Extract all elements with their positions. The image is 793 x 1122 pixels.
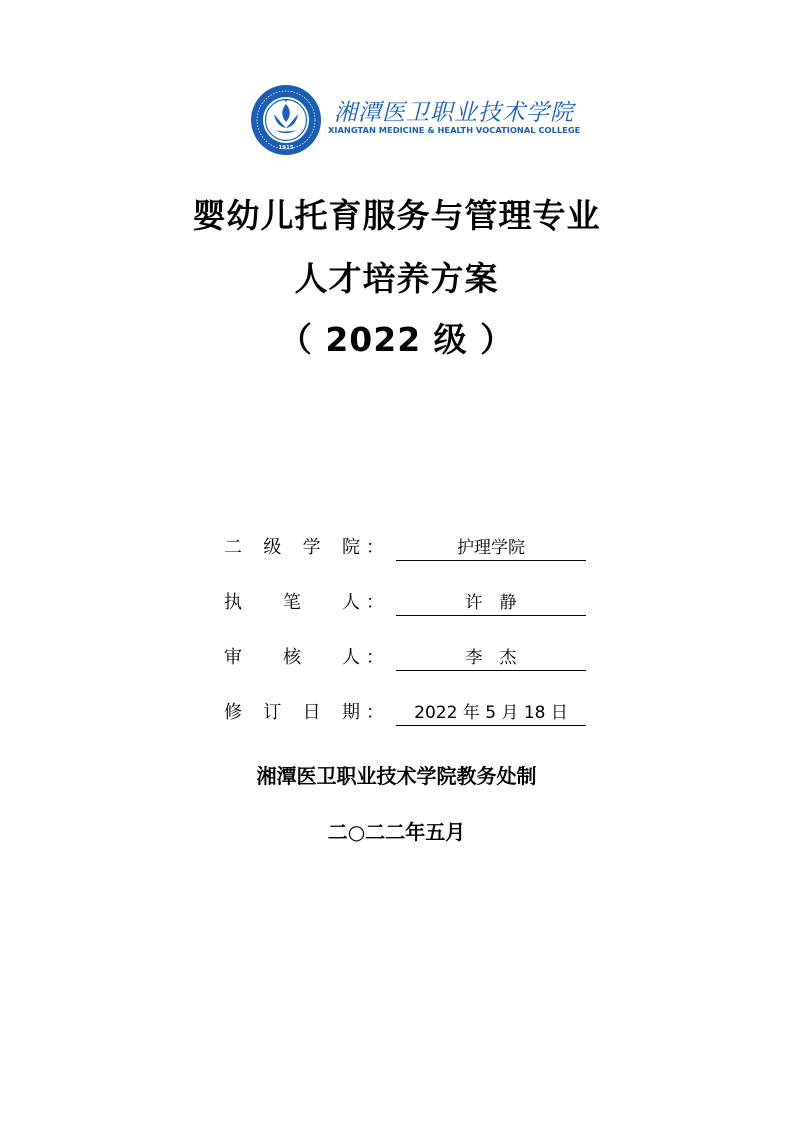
- info-row-revision-date: [224, 699, 594, 729]
- info-colon: ：: [366, 647, 384, 668]
- issuer-line: 湘潭医卫职业技术学院教务处制: [256, 764, 537, 788]
- info-label: 二 级 学 院: [224, 537, 360, 558]
- author-value: 许 静: [396, 589, 586, 616]
- info-colon: ：: [366, 592, 384, 613]
- document-title-line-2: 人才培养方案: [294, 259, 499, 298]
- info-label: 执 笔 人: [224, 592, 360, 613]
- college-emblem-icon: [250, 84, 322, 156]
- document-title-grade: （ 2022 级 ）: [278, 320, 515, 359]
- info-label: 审 核 人: [224, 647, 360, 668]
- info-row-author: [224, 589, 594, 619]
- college-value: 护理学院: [396, 534, 586, 561]
- college-name-cn: 湘潭医卫职业技术学院: [334, 100, 574, 126]
- college-name-en: XIANGTAN MEDICINE & HEALTH VOCATIONAL COLLEGE: [328, 125, 581, 135]
- revision-date-value: 2022 年 5 月 18 日: [396, 699, 586, 726]
- reviewer-value: 李 杰: [396, 644, 586, 671]
- info-colon: ：: [366, 702, 384, 723]
- info-colon: ：: [366, 537, 384, 558]
- issue-date-line: 二○二二年五月: [327, 820, 466, 844]
- info-label: 修 订 日 期: [224, 702, 360, 723]
- college-logo: [250, 84, 581, 160]
- document-title-line-1: 婴幼儿托育服务与管理专业: [192, 196, 601, 235]
- emblem-year: 1915: [278, 145, 294, 151]
- college-wordmark: [328, 94, 581, 138]
- info-row-reviewer: [224, 644, 594, 674]
- info-row-college: [224, 534, 594, 564]
